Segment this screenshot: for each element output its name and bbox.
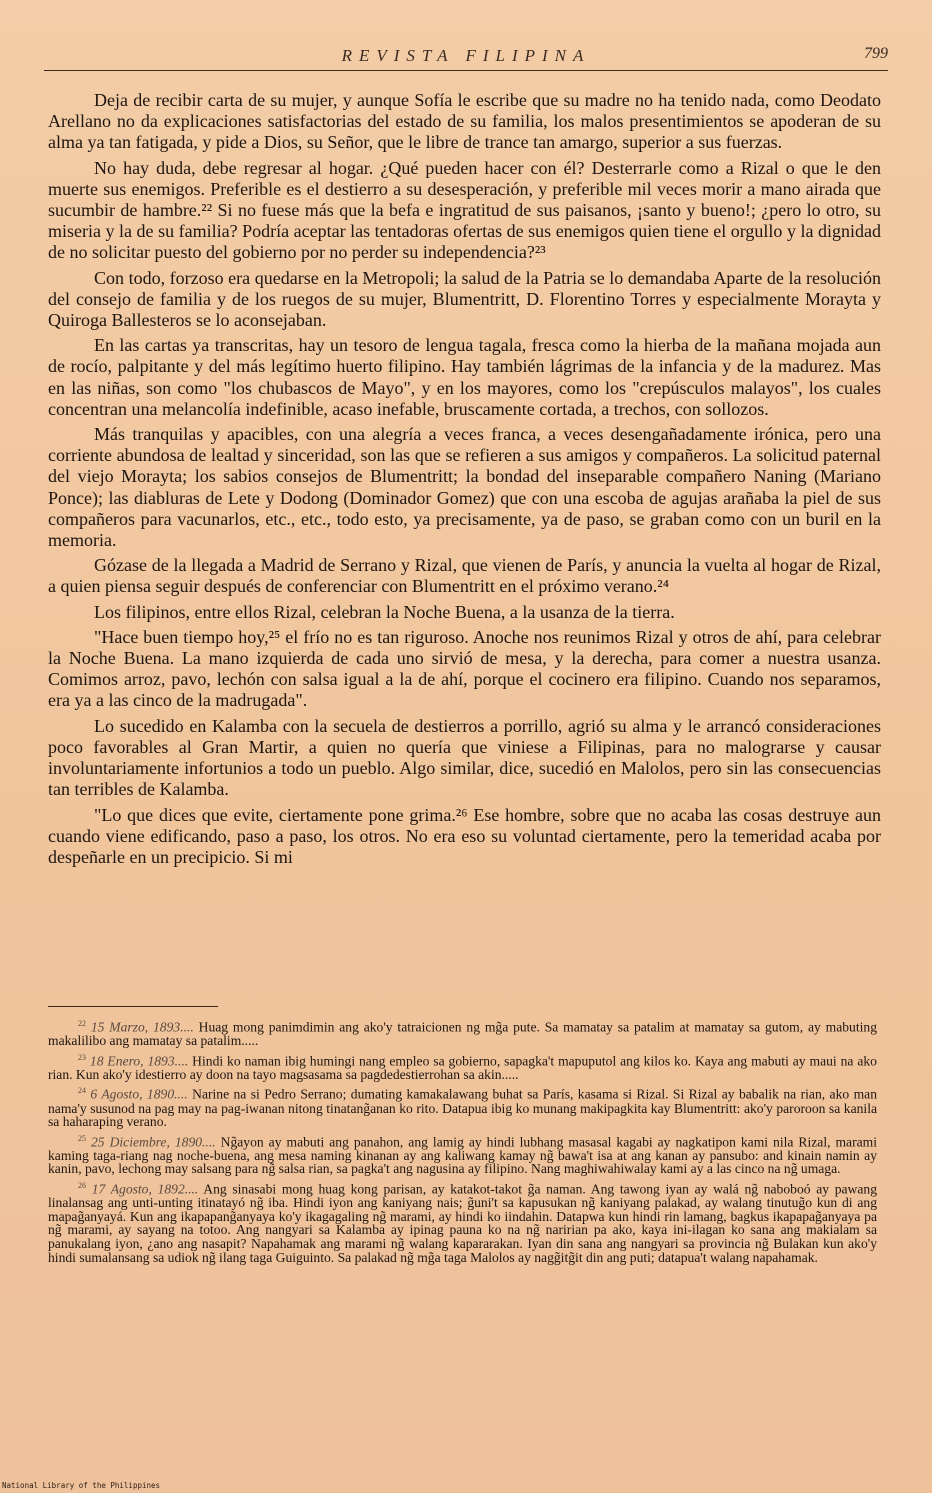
footnote-marker: 22 (78, 1019, 86, 1028)
footnote-date: 25 Diciembre, 1890.... (91, 1134, 216, 1150)
footnote-text: Narine na si Pedro Serrano; dumating kamakalawang buhat sa París, kasama si Rizal. Si Rizal ay babalik na rian, ako man nama'y susunod na pag may na pag-iwanan nitong tinatang̃anan ko rito. Datapua ibig ko munang makipagkita kay Blumentritt: ako'y paroroon sa kanila sa haharaping verano. (48, 1086, 877, 1130)
paragraph: Los filipinos, entre ellos Rizal, celebran la Noche Buena, a la usanza de la tierra. (94, 601, 675, 622)
library-stamp: National Library of the Philippines (2, 1481, 161, 1490)
footnotes (48, 1017, 877, 1267)
paragraph: Deja de recibir carta de su mujer, y aunque Sofía le escribe que su madre no ha tenido nada, como Deodato Arellano no da explicaciones satisfactorias del estado de su familia, los malos presentimientos se apoderan de su alma ya tan fatigada, y pide a Dios, su Señor, que le libre de trance tan amargo, superior a sus fuerzas. (48, 90, 881, 153)
running-header (44, 44, 888, 71)
footnote-text: Ng̃ayon ay mabuti ang panahon, ang lamig ay hindi lubhang masasal kagabi ay nagkatipon kami nila Rizal, marami kaming taga-riang nag noche-buena, ang mesa naming kinanan ay ang kaliwang kamay ng̃ bawa't isa at ang kanan ay pansubo: and kinain namin ay kanin, pavo, lechong may salsang para ng̃ salsa rian, sa pagka't ang nagusina ay filipino. Nang maghiwahiwalay kami ay a las cinco na ng̃ umaga. (48, 1134, 878, 1177)
footnote-marker: 26 (78, 1181, 86, 1191)
paragraph: No hay duda, debe regresar al hogar. ¿Qué pueden hacer con él? Desterrarle como a Rizal o que le den muerte sus enemigos. Preferible es el destierro a su desesperación, y preferible mil veces morir a mano airada que sucumbir de hambre.²² Si no fuese más que la befa e ingratitud de sus paisanos, ¡santo y bueno!; ¿pero lo otro, su miseria y la de su familia? Podría aceptar las tentadoras ofertas de sus enemigos quien tiene el orgullo y la dignidad de no solicitar puesto del gobierno por no perder su independencia?²³ (48, 157, 881, 263)
footnote-date: 18 Enero, 1893.... (89, 1053, 189, 1069)
paragraph: Más tranquilas y apacibles, con una alegría a veces franca, a veces desengañadamente irónica, pero una corriente abundosa de lealtad y sinceridad, son las que se refieren a sus amigos y compañeros. La solicitud paternal del viejo Morayta; los sabios consejos de Blumentritt; la bondad del inseparable compañero Naning (Mariano Ponce); las diabluras de Lete y Dodong (Dominador Gomez) que con una escoba de agujas arañaba la piel de sus compañeros para vacunarlos, etc., etc., todo esto, ya precisamente, ya de paso, se graban como con un buril en la memoria. (48, 424, 881, 551)
journal-title: REVISTA FILIPINA (341, 46, 591, 65)
footnote (48, 1051, 877, 1082)
paragraph: "Hace buen tiempo hoy,²⁵ el frío no es tan riguroso. Anoche nos reunimos Rizal y otros de ahí, para celebrar la Noche Buena. La mano izquierda de cada uno sirvió de mesa, y la derecha, para comer a nuestra usanza. Comimos arroz, pavo, lechón con salsa igual a la de ahí, porque el cocinero era filipino. Cuando nos separamos, era ya a las cinco de la madrugada". (48, 626, 881, 711)
footnote-text: Hindi ko naman ibig humingi nang empleo sa gobierno, sapagka't mapuputol ang kilos ko. Kaya ang mabuti ay maui na ako rian. Kun ako'y idestierro ay doon na tayo magsasama sa pagdedestierrohan sa akin..... (48, 1053, 877, 1082)
paragraph: En las cartas ya transcritas, hay un tesoro de lengua tagala, fresca como la hierba de la mañana mojada aun de rocío, palpitante y del más legítimo huerto filipino. Hay también lágrimas de la infancia y de la madurez. Mas en las niñas, son como "los chubascos de Mayo", y en los mayores, como los "crepúsculos malayos", los cuales concentran una melancolía indefinible, acaso inefable, bruscamente cortada, a trechos, con sollozos. (48, 335, 881, 419)
footnote (48, 1084, 877, 1128)
footnote (48, 1132, 877, 1176)
footnote-date: 17 Agosto, 1892.... (91, 1181, 199, 1197)
footnote (48, 1179, 877, 1264)
footnote-text: Huag mong panimdimin ang ako'y tatraicionen ng mg̃a pute. Sa mamatay sa patalim at mamatay sa gutom, ay mabuting makalilibo ang mamatay sa patalim..... (48, 1019, 877, 1049)
footnote-marker: 24 (78, 1086, 86, 1096)
paragraph: Con todo, forzoso era quedarse en la Metropoli; la salud de la Patria se lo demandaba Aparte de la resolución del consejo de familia y de los ruegos de su mujer, Blumentritt, D. Florentino Torres y especialmente Morayta y Quiroga Ballesteros se lo aconsejaban. (48, 267, 881, 331)
footnote-marker: 25 (78, 1133, 86, 1143)
paragraph: Gózase de la llegada a Madrid de Serrano y Rizal, que vienen de París, y anuncia la vuelta al hogar de Rizal, a quien piensa seguir después de conferenciar con Blumentritt en el próximo verano.²⁴ (48, 555, 881, 597)
footnote-marker: 23 (78, 1052, 86, 1062)
article-body (48, 90, 881, 872)
page-number: 799 (864, 45, 888, 62)
footnote-date: 6 Agosto, 1890.... (90, 1086, 188, 1102)
paragraph: "Lo que dices que evite, ciertamente pone grima.²⁶ Ese hombre, sobre que no acaba las cosas destruye aun cuando viene edificando, paso a paso, los otros. No era eso su voluntad ciertamente, pero la temeridad acaba por despeñarle en un precipicio. Si mi (48, 804, 881, 867)
footnote-text: Ang sinasabi mong huag kong parisan, ay katakot-takot g̃a naman. Ang tawong iyan ay walá ng̃ naboboó ay pawang linalansag ang unti-unting itinatayó ng̃ iba. Hindi iyon ang kaniyang nais; g̃uni't sa kapusukan ng̃ kaniyang palakad, ay walang tinutug̃o kun di ang mapag̃anyayá. Kun ang ikapapang̃anyaya ko'y ikagagaling ng̃ marami, ay hindi ko iindahin. Datapwa kun hindi rin lamang, bagkus ikapapag̃anyaya pa ng̃ marami, ay sayang na totoo. Ang nangyari sa Kalamba ay ipinag pauna ko na ng̃ naririan pa ako, kaya ini-ilagan ko sana ang makialam sa panukalang iyon, ¿ano ang nasapit? Napahamak ang marami ng̃ walang kapararakan. Iyan din sana ang nangyari sa provincia ng̃ Bulakan kun ako'y hindi sumalansang sa udiok ng̃ ilang taga Guiguinto. Sa palakad ng̃ mg̃a taga Malolos ay nagg̃itg̃it din ang puti; datapua't walang napahamak. (48, 1181, 877, 1265)
paragraph: Lo sucedido en Kalamba con la secuela de destierros a porrillo, agrió su alma y le arrancó consideraciones poco favorables al Gran Martir, a quien no quería que viniese a Filipinas, para no malograrse y causar involuntariamente infortunios a todo un pueblo. Algo similar, dice, sucedió en Malolos, pero sin las consecuencias tan terribles de Kalamba. (48, 715, 881, 800)
footnote (48, 1017, 877, 1048)
footnote-date: 15 Marzo, 1893.... (90, 1019, 194, 1035)
footnote-divider (48, 1006, 218, 1007)
